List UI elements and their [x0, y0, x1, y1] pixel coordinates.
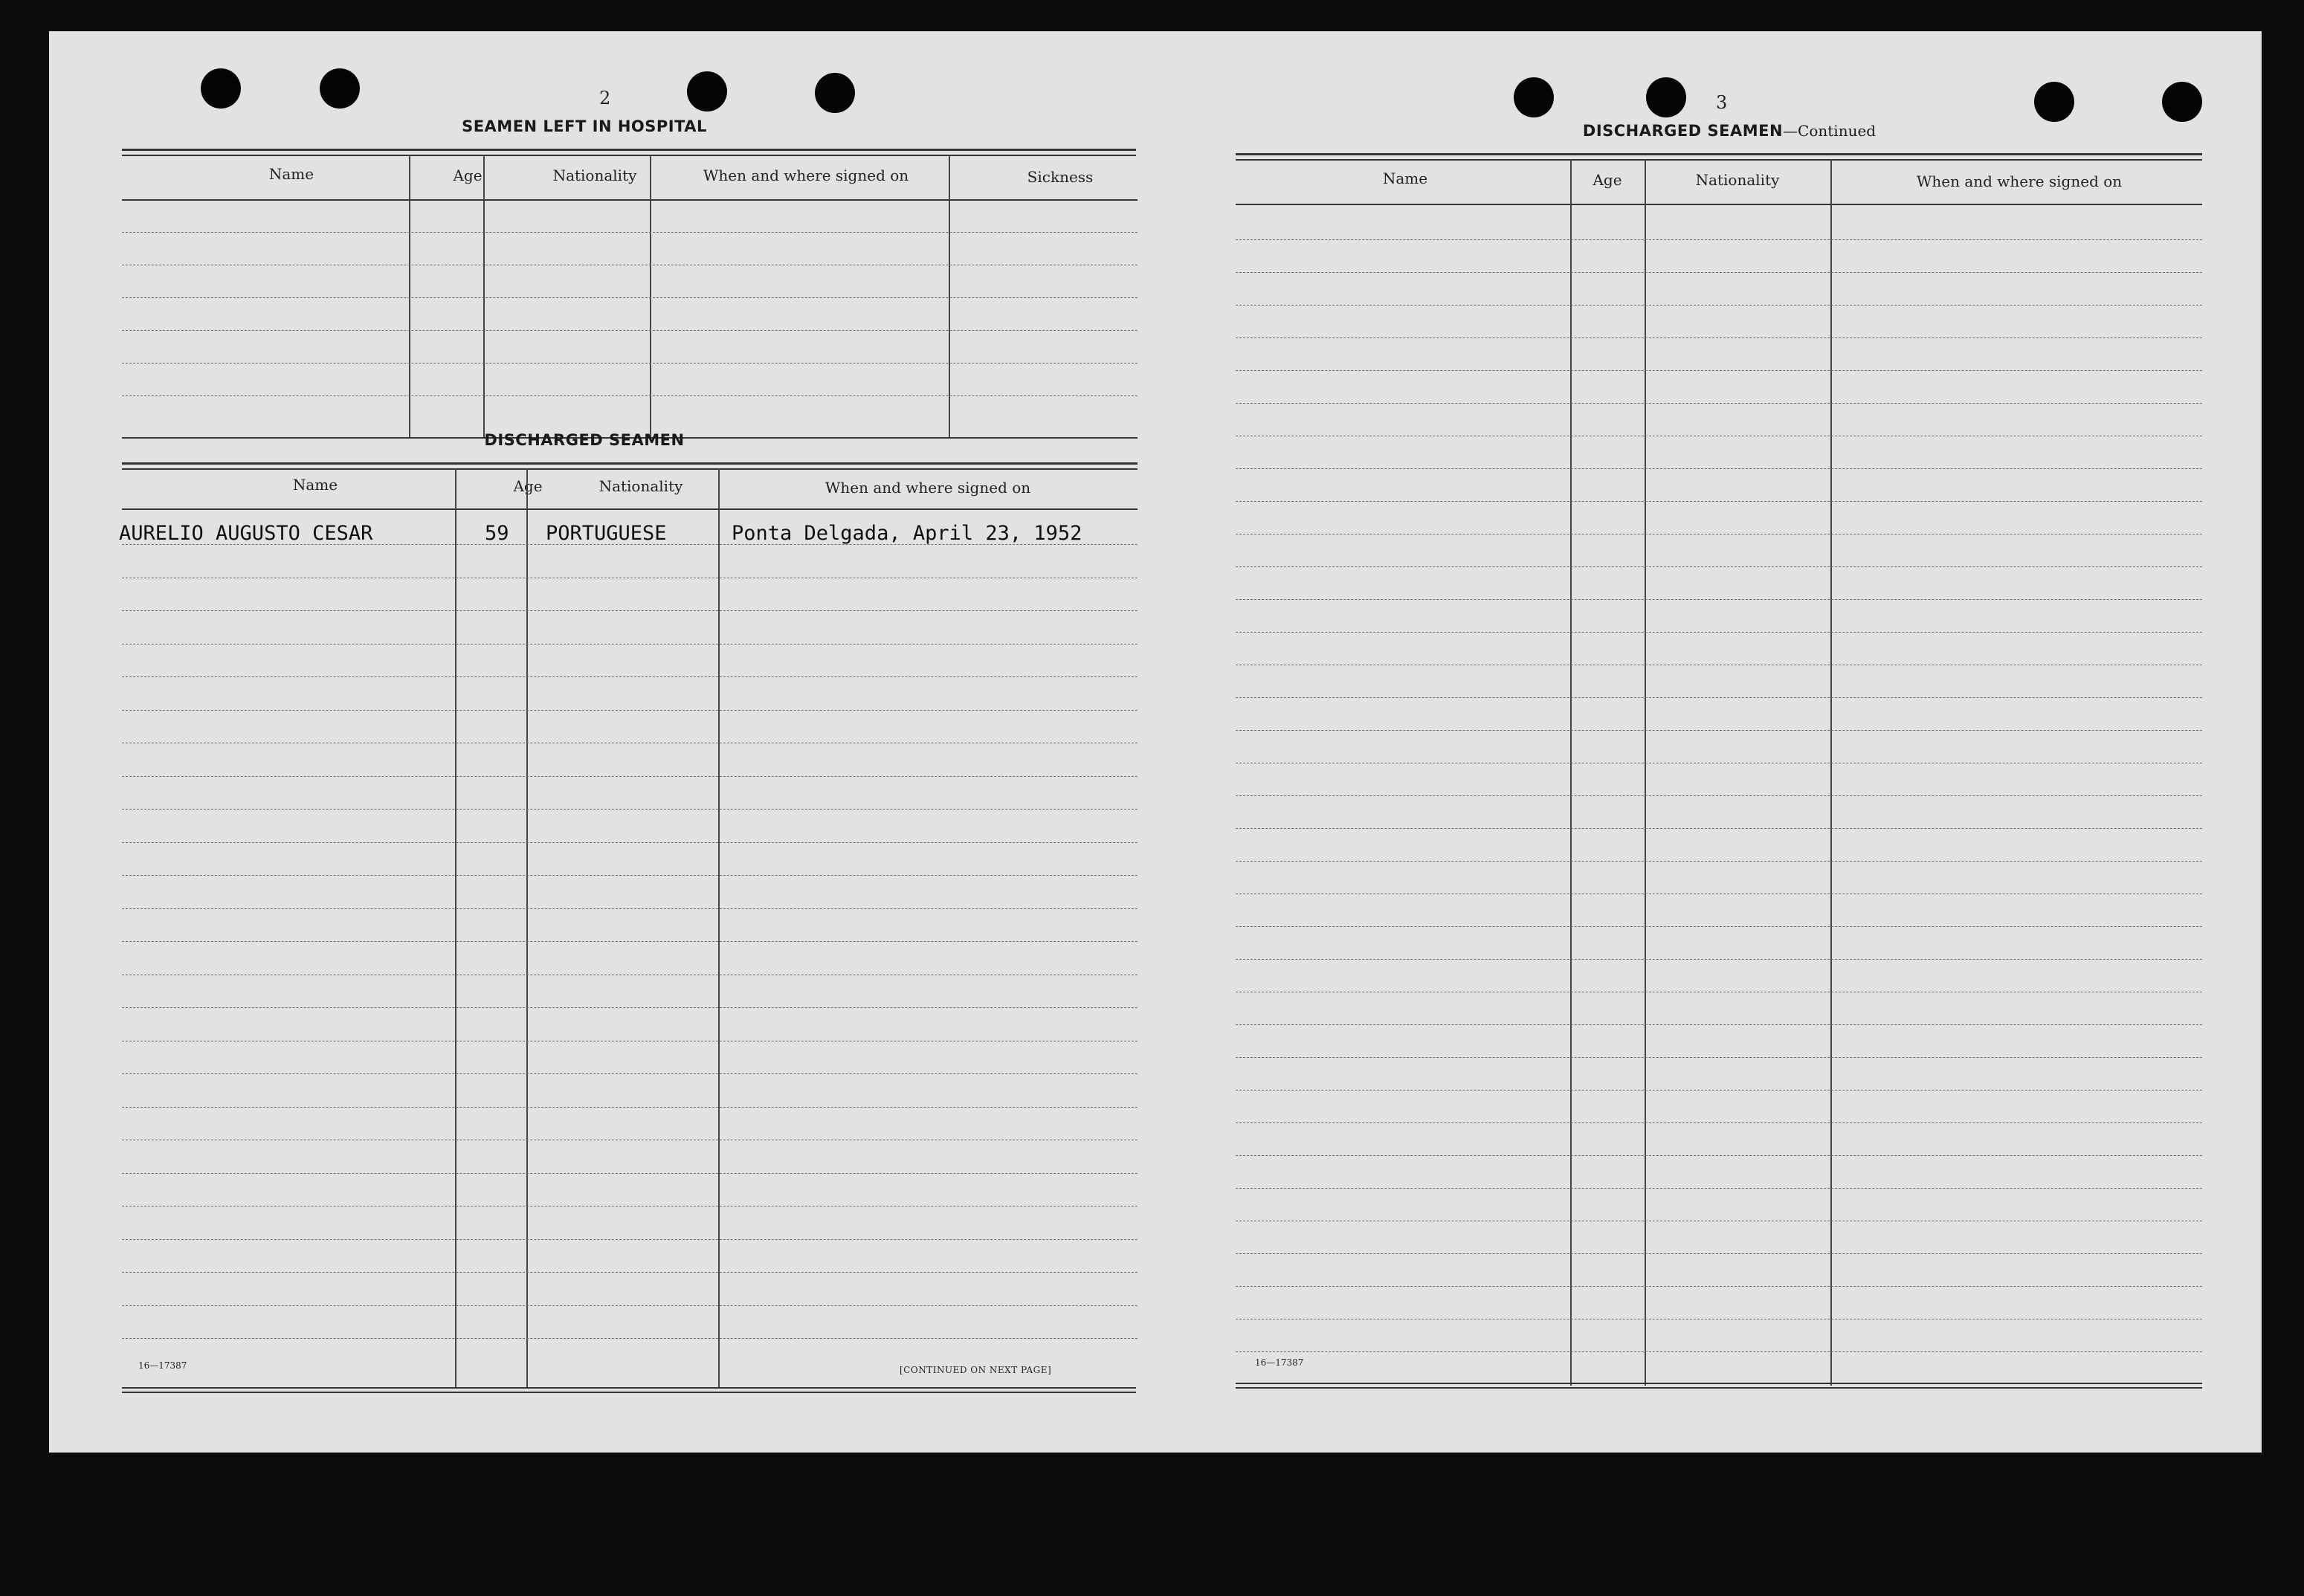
col-divider — [1570, 159, 1572, 1386]
ruled-line — [122, 710, 1138, 711]
ruled-line — [1236, 566, 2202, 567]
ruled-line — [122, 1305, 1138, 1306]
punch-hole — [1646, 77, 1686, 117]
ruled-line — [122, 941, 1138, 942]
ruled-line — [1236, 632, 2202, 633]
rule — [122, 508, 1138, 510]
col-divider — [409, 155, 410, 437]
form-number: 16—17387 — [1255, 1357, 1304, 1368]
form-number: 16—17387 — [138, 1360, 187, 1371]
ruled-line — [122, 776, 1138, 777]
punch-hole — [1514, 77, 1554, 117]
punch-hole — [815, 73, 855, 113]
ruled-line — [122, 1239, 1138, 1240]
ruled-line — [122, 875, 1138, 876]
ruled-line — [1236, 959, 2202, 960]
ruled-line — [1236, 501, 2202, 502]
col-header-age: Age — [513, 477, 543, 495]
ruled-line — [122, 809, 1138, 810]
col-divider — [526, 468, 528, 1389]
ruled-line — [122, 297, 1138, 298]
ruled-line — [1236, 1057, 2202, 1058]
seaman-nationality: PORTUGUESE — [546, 522, 667, 545]
punch-hole — [320, 68, 360, 109]
col-divider — [650, 155, 651, 437]
ruled-line — [122, 395, 1138, 396]
col-header-signed-on: When and where signed on — [703, 167, 909, 184]
ruled-line — [122, 610, 1138, 611]
col-divider — [718, 468, 720, 1389]
ruled-line — [1236, 795, 2202, 796]
punch-hole — [2162, 82, 2202, 122]
ruled-line — [1236, 599, 2202, 600]
col-header-nationality: Nationality — [552, 167, 637, 184]
ruled-line — [1236, 1253, 2202, 1254]
col-header-sickness: Sickness — [1027, 168, 1094, 186]
rule — [1236, 1383, 2202, 1384]
ruled-line — [1236, 337, 2202, 338]
rule — [1236, 204, 2202, 205]
ruled-line — [122, 1073, 1138, 1074]
ruled-line — [122, 1007, 1138, 1008]
rule — [1236, 153, 2202, 155]
col-divider — [483, 155, 485, 437]
ruled-line — [122, 363, 1138, 364]
ruled-line — [1236, 1090, 2202, 1091]
col-divider — [949, 155, 950, 437]
rule — [1236, 159, 2202, 161]
ruled-line — [1236, 468, 2202, 469]
rule — [122, 1387, 1136, 1389]
rule — [122, 468, 1138, 470]
ruled-line — [122, 676, 1138, 677]
punch-hole — [201, 68, 241, 109]
seaman-name: AURELIO AUGUSTO CESAR — [119, 522, 373, 545]
col-header-signed-on: When and where signed on — [825, 479, 1031, 497]
ruled-line — [1236, 403, 2202, 404]
ruled-line — [122, 842, 1138, 843]
col-header-nationality: Nationality — [1695, 171, 1780, 189]
document-sheet — [49, 31, 2262, 1453]
seaman-age: 59 — [485, 522, 509, 545]
page-number: 2 — [599, 88, 611, 109]
ruled-line — [1236, 1188, 2202, 1189]
section-title-continued: —Continued — [1783, 122, 1877, 140]
ruled-line — [1236, 272, 2202, 273]
discharged-section-title: DISCHARGED SEAMEN — [484, 431, 685, 449]
ruled-line — [122, 1107, 1138, 1108]
rule — [1236, 1387, 2202, 1389]
ruled-line — [1236, 828, 2202, 829]
col-divider — [455, 468, 456, 1389]
ruled-line — [1236, 305, 2202, 306]
ruled-line — [122, 232, 1138, 233]
ruled-line — [1236, 239, 2202, 240]
rule — [122, 1392, 1136, 1393]
col-header-name: Name — [292, 476, 338, 494]
rule — [122, 155, 1136, 156]
ruled-line — [1236, 1155, 2202, 1156]
col-header-name: Name — [268, 165, 314, 183]
ruled-line — [122, 1272, 1138, 1273]
hospital-section-title: SEAMEN LEFT IN HOSPITAL — [462, 117, 707, 135]
punch-hole — [687, 71, 727, 112]
col-header-signed-on: When and where signed on — [1916, 172, 2123, 190]
ruled-line — [1236, 730, 2202, 731]
ruled-line — [1236, 1286, 2202, 1287]
ruled-line — [1236, 861, 2202, 862]
col-header-age: Age — [453, 167, 483, 184]
section-title-main: DISCHARGED SEAMEN — [1582, 122, 1784, 140]
ruled-line — [122, 908, 1138, 909]
rule — [122, 149, 1136, 151]
ruled-line — [1236, 1122, 2202, 1123]
ruled-line — [1236, 697, 2202, 698]
seaman-signed-on: Ponta Delgada, April 23, 1952 — [732, 522, 1082, 545]
col-header-nationality: Nationality — [598, 477, 683, 495]
page-number: 3 — [1716, 92, 1728, 113]
rule — [122, 462, 1138, 465]
ruled-line — [122, 330, 1138, 331]
rule — [122, 199, 1138, 201]
ruled-line — [1236, 1024, 2202, 1025]
ruled-line — [1236, 370, 2202, 371]
ruled-line — [1236, 926, 2202, 927]
col-header-age: Age — [1593, 171, 1622, 189]
col-header-name: Name — [1382, 169, 1428, 187]
right-section-title — [1506, 122, 1952, 140]
punch-hole — [2034, 82, 2074, 122]
continued-note: [CONTINUED ON NEXT PAGE] — [900, 1365, 1052, 1375]
ruled-line — [122, 1338, 1138, 1339]
ruled-line — [122, 544, 1138, 545]
ruled-line — [1236, 1351, 2202, 1352]
col-divider — [1830, 159, 1832, 1386]
col-divider — [1645, 159, 1646, 1386]
ruled-line — [122, 1173, 1138, 1174]
